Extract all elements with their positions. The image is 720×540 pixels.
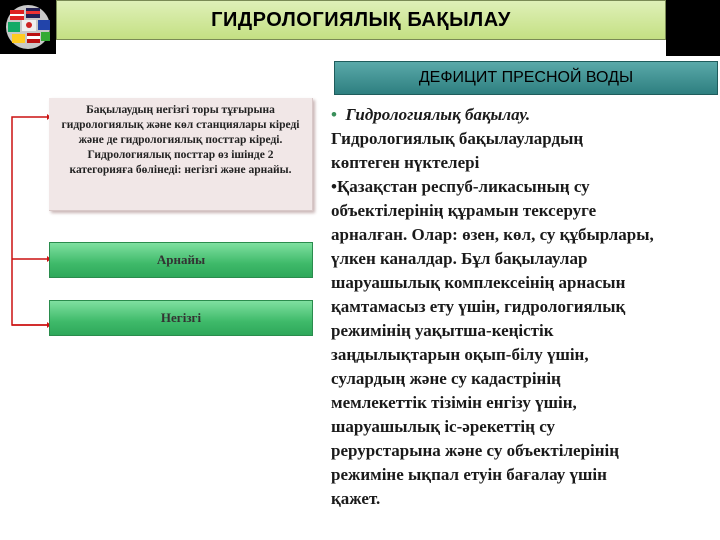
bullet-icon: • [331, 105, 337, 124]
text-line: қамтамасыз ету үшін, гидрологиялық [331, 297, 626, 316]
text-line: мемлекеттік тізімін енгізу үшін, [331, 393, 577, 412]
text-line: көптеген нүктелері [331, 153, 480, 172]
text-line: режиміне ықпал етуін бағалау үшін [331, 465, 607, 484]
text-line: объектілерінің құрамын тексеруге [331, 201, 597, 220]
category-main-button[interactable]: Негізгі [49, 300, 313, 336]
text-line: рерурстарына және су объектілерінің [331, 441, 620, 460]
main-body-text [331, 103, 715, 511]
category-special-button[interactable]: Арнайы [49, 242, 313, 278]
corner-decoration [666, 0, 720, 56]
description-box: Бақылаудың негізгі торы тұғырына гидрологиялық және көл станциялары кіреді және де гидрологиялық посттар кіреді. Гидрологиялық посттар өз ішінде 2 категорияға бөлінеді: негізгі және арнайы. [49, 98, 313, 211]
text-line: Гидрологиялық бақылаулардың [331, 129, 584, 148]
text-line: шаруашылық іс-әрекеттің су [331, 417, 556, 436]
section-subtitle: ДЕФИЦИТ ПРЕСНОЙ ВОДЫ [334, 61, 718, 95]
text-line: режимінің уақытша-кеңістік [331, 321, 554, 340]
text-line: үлкен каналдар. Бұл бақылаулар [331, 249, 588, 268]
text-line: арналған. Олар: өзен, көл, су құбырлары, [331, 225, 654, 244]
text-line [331, 103, 715, 127]
text-line-heading: Гидрологиялық бақылау. [345, 105, 531, 124]
text-line: сулардың және су кадастрінің [331, 369, 561, 388]
text-line: •Қазақстан респуб-ликасының су [331, 177, 590, 196]
text-line: қажет. [331, 489, 381, 508]
connector-outer-line [12, 117, 47, 325]
page-title: ГИДРОЛОГИЯЛЫҚ БАҚЫЛАУ [56, 0, 666, 40]
text-line: шаруашылық комплексеінің арнасын [331, 273, 626, 292]
text-line: заңдылықтарын оқып-білу үшін, [331, 345, 589, 364]
